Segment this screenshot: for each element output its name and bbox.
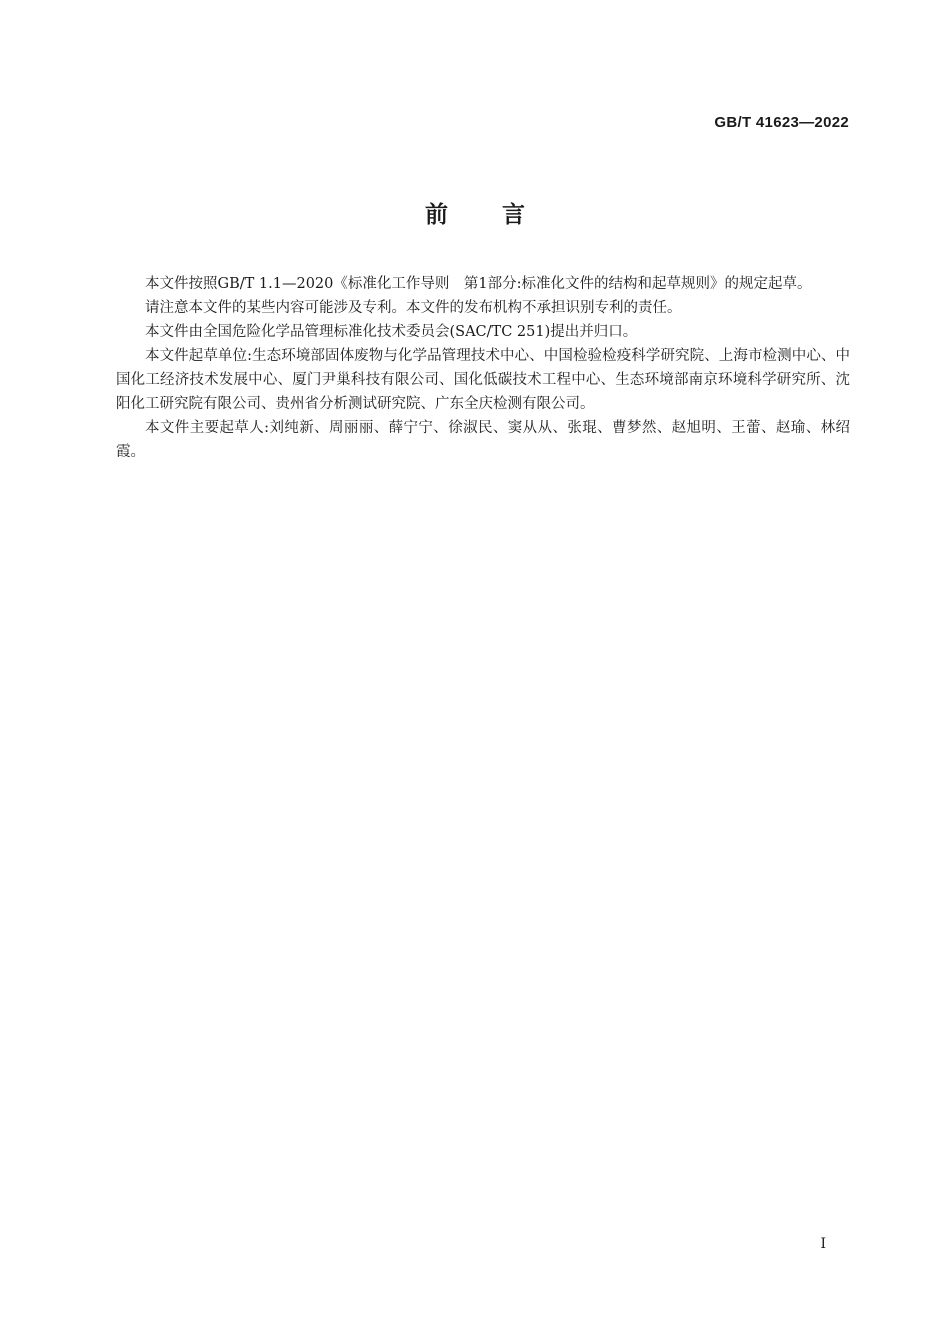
paragraph-drafters: 本文件主要起草人:刘纯新、周丽丽、薛宁宁、徐淑民、窦从从、张琨、曹梦然、赵旭明、王蕾、赵瑜、林绍霞。 (116, 420, 850, 460)
paragraph-drafting-units: 本文件起草单位:生态环境部固体废物与化学品管理技术中心、中国检验检疫科学研究院、上海市检测中心、中国化工经济技术发展中心、厦门尹巢科技有限公司、国化低碳技术工程中心、生态环境部南京环境科学研究所、沈阳化工研究院有限公司、贵州省分析测试研究院、广东全庆检测有限公司。 (116, 348, 850, 412)
standard-code: GB/T 41623—2022 (714, 114, 849, 131)
page-title: 前言 (425, 202, 579, 228)
paragraph-patent-notice: 请注意本文件的某些内容可能涉及专利。本文件的发布机构不承担识别专利的责任。 (145, 300, 682, 316)
paragraph-drafting-basis: 本文件按照GB/T 1.1—2020《标准化工作导则 第1部分:标准化文件的结构和起草规则》的规定起草。 (145, 276, 812, 292)
foreword-body (116, 272, 850, 464)
page-number: I (820, 1236, 826, 1252)
paragraph-proposer: 本文件由全国危险化学品管理标准化技术委员会(SAC/TC 251)提出并归口。 (145, 324, 638, 340)
